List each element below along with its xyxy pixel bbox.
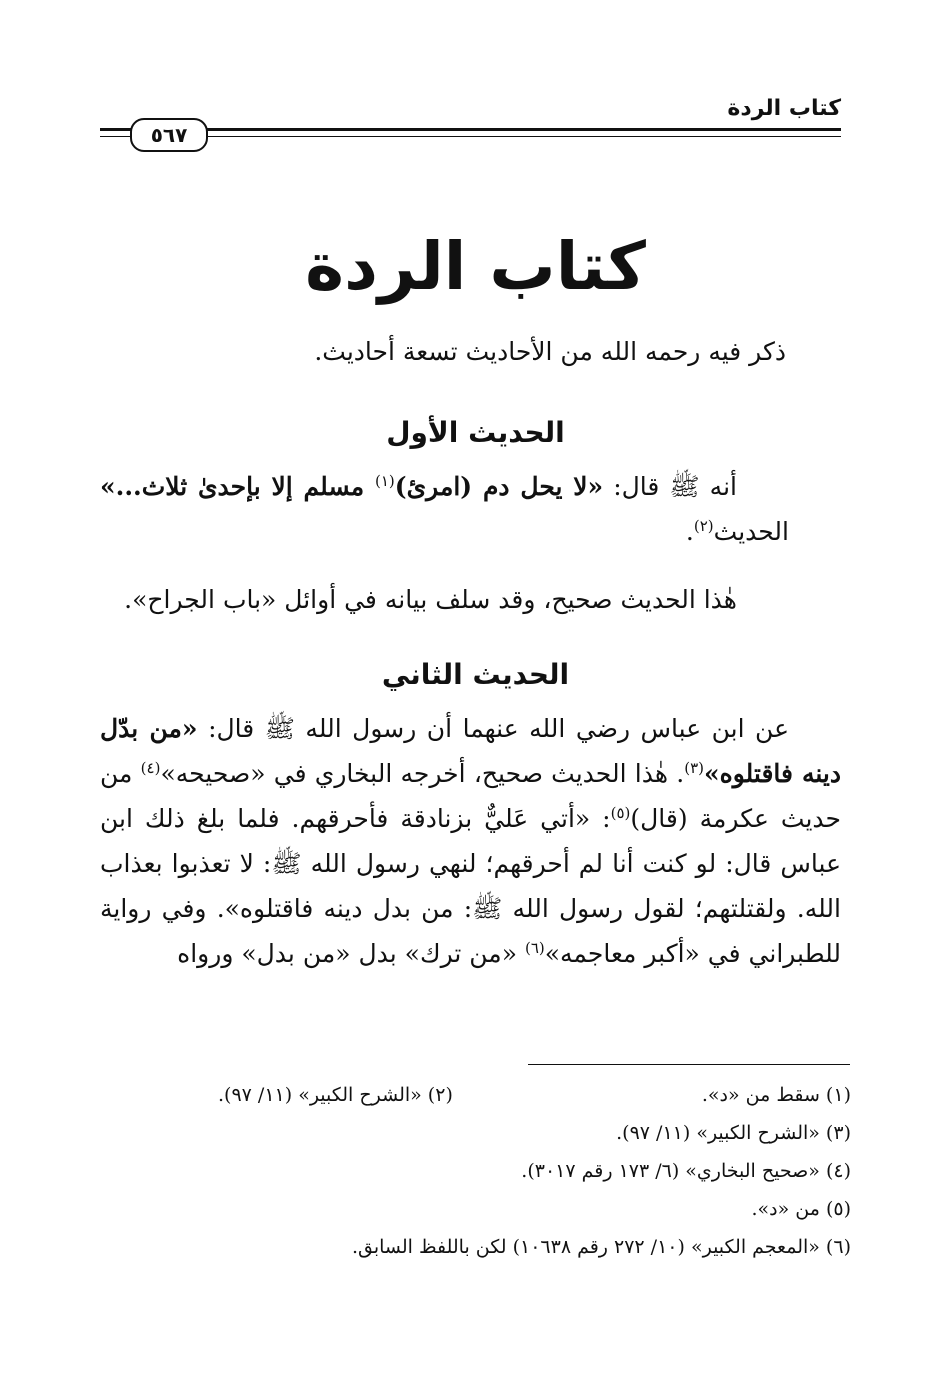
footnote-ref-2[interactable]: (٢) bbox=[693, 517, 714, 535]
footnotes bbox=[100, 1076, 851, 1266]
footnote-1: (١) سقط من «د». bbox=[701, 1084, 851, 1106]
page-number: ٥٦٧ bbox=[130, 118, 208, 152]
footnote-ref-6[interactable]: (٦) bbox=[524, 939, 545, 957]
hadith-2-text-d: : «أتي عَليٌّ بزنادقة فأحرقهم. فلما بلغ ذلك ابن عباس قال: لو كنت أنا لم أحرقهم؛ لنهي رسول الله ﷺ: لا تعذبوا بعذاب الله. ولقتلتهم؛ لقول رسول الله ﷺ: من بدل دينه فاقتلوه». وفي رواية للطبراني في «أكبر معاجمه» bbox=[100, 804, 841, 968]
header-rule bbox=[100, 128, 841, 131]
hadith-1-heading: الحديث الأول bbox=[386, 416, 565, 449]
hadith-2-text-a: عن ابن عباس رضي الله عنهما أن رسول الله ﷺ قال: bbox=[197, 714, 789, 743]
hadith-1-suffix: الحديث bbox=[713, 517, 789, 546]
hadith-1-quote: «لا يحل دم (امرئ) bbox=[394, 472, 604, 501]
footnote-2: (٢) «الشرح الكبير» (١١/ ٩٧). bbox=[218, 1084, 453, 1106]
hadith-1-commentary: هٰذا الحديث صحيح، وقد سلف بيانه في أوائل «باب الجراح». bbox=[124, 585, 737, 614]
footnote-3: (٣) «الشرح الكبير» (١١/ ٩٧). bbox=[616, 1122, 851, 1144]
footnote-ref-5[interactable]: (٥) bbox=[610, 804, 631, 822]
running-title: كتاب الردة bbox=[727, 96, 841, 121]
footnote-ref-4[interactable]: (٤) bbox=[140, 759, 161, 777]
footnote-ref-3[interactable]: (٣) bbox=[684, 759, 704, 777]
footnote-row-1-2 bbox=[100, 1076, 851, 1114]
hadith-1-quote-cont: مسلم إلا بإحدىٰ ثلاث...» bbox=[100, 472, 375, 501]
hadith-2-quote: «من بدّل دينه فاقتلوه» bbox=[100, 714, 842, 788]
footnote-6: (٦) «المعجم الكبير» (١٠/ ٢٧٢ رقم ١٠٦٣٨) لكن باللفظ السابق. bbox=[351, 1236, 851, 1258]
book-intro: ذكر فيه رحمه الله من الأحاديث تسعة أحاديث. bbox=[314, 337, 786, 366]
hadith-2-text-c: من حديث عكرمة (قال) bbox=[100, 759, 841, 833]
footnote-separator bbox=[528, 1064, 850, 1065]
hadith-1-text bbox=[100, 464, 789, 554]
hadith-1-prefix: أنه ﷺ قال: bbox=[603, 472, 737, 501]
footnote-ref-1[interactable]: (١) bbox=[374, 472, 395, 490]
hadith-2-text-e: «من ترك» بدل «من بدل» ورواه bbox=[177, 939, 525, 968]
footnote-5: (٥) من «د». bbox=[751, 1198, 851, 1220]
hadith-2-text bbox=[100, 706, 841, 976]
header-rule-thin bbox=[100, 136, 841, 137]
hadith-2-heading: الحديث الثاني bbox=[381, 658, 570, 691]
book-title: كتاب الردة bbox=[305, 228, 646, 305]
footnote-4: (٤) «صحيح البخاري» (٦/ ١٧٣ رقم ٣٠١٧). bbox=[521, 1160, 851, 1182]
hadith-2-text-b: . هٰذا الحديث صحيح، أخرجه البخاري في «صحيحه» bbox=[160, 759, 685, 788]
hadith-1-end: . bbox=[685, 517, 694, 546]
